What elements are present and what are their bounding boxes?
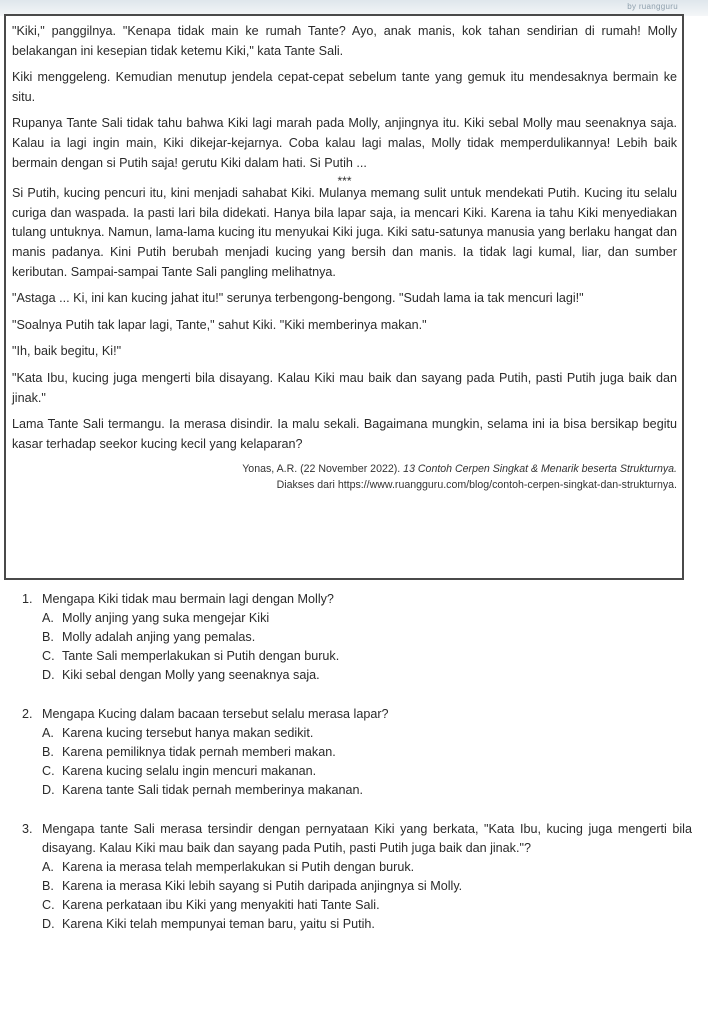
question-text: Mengapa tante Sali merasa tersindir dengan pernyataan Kiki yang berkata, "Kata Ibu, kucing juga mengerti bila disayang. Kalau Kiki mau baik dan sayang pada Putih, pasti Putih juga baik dan jinak."? xyxy=(42,822,692,855)
option-text: Kiki sebal dengan Molly yang seenaknya saja. xyxy=(62,668,320,682)
option-letter: D. xyxy=(42,783,55,797)
passage-paragraph: Lama Tante Sali termangu. Ia merasa disindir. Ia malu sekali. Bagaimana mungkin, selama ini ia bisa bersikap begitu kasar terhadap seekor kucing kecil yang kelaparan? xyxy=(12,417,677,451)
passage-paragraph: Rupanya Tante Sali tidak tahu bahwa Kiki lagi marah pada Molly, anjingnya itu. Kiki sebal Molly mau seenaknya saja. Kalau ia lagi ingin main, Kiki dikejar-kejarnya. Coba kalau lagi malas, Molly tidak memperdulikannya! Lebih baik bermain dengan si Putih saja! gerutu Kiki dalam hati. Si Putih ... xyxy=(12,116,677,170)
passage-paragraph: "Kata Ibu, kucing juga mengerti bila disayang. Kalau Kiki mau baik dan sayang pada Putih, pasti Putih juga baik dan jinak." xyxy=(12,370,677,405)
passage-paragraph: "Kiki," panggilnya. "Kenapa tidak main ke rumah Tante? Ayo, anak manis, kok tahan sendirian di rumah! Molly belakangan ini kesepian tidak ketemu Kiki," kata Tante Sali. xyxy=(12,24,677,58)
section-separator: *** xyxy=(337,174,352,189)
question-number: 3. xyxy=(22,822,33,836)
answer-option-a[interactable] xyxy=(42,858,692,877)
option-letter: A. xyxy=(42,726,54,740)
option-text: Karena ia merasa telah memperlakukan si Putih dengan buruk. xyxy=(62,860,415,874)
question-text: Mengapa Kiki tidak mau bermain lagi dengan Molly? xyxy=(42,592,334,606)
option-letter: C. xyxy=(42,764,55,778)
option-text: Tante Sali memperlakukan si Putih dengan buruk. xyxy=(62,649,340,663)
option-letter: A. xyxy=(42,611,54,625)
question-3 xyxy=(22,820,692,934)
option-letter: C. xyxy=(42,898,55,912)
citation-title: 13 Contoh Cerpen Singkat & Menarik beserta Strukturnya. xyxy=(403,463,677,476)
answer-options xyxy=(42,609,692,685)
answer-options xyxy=(42,724,692,800)
answer-option-d[interactable] xyxy=(42,781,692,800)
answer-option-a[interactable] xyxy=(42,724,692,743)
answer-option-d[interactable] xyxy=(42,915,692,934)
option-letter: A. xyxy=(42,860,54,874)
option-text: Karena Kiki telah mempunyai teman baru, yaitu si Putih. xyxy=(62,917,375,931)
option-letter: B. xyxy=(42,630,54,644)
passage-paragraph: "Ih, baik begitu, Ki!" xyxy=(12,344,122,359)
answer-option-a[interactable] xyxy=(42,609,692,628)
option-text: Karena perkataan ibu Kiki yang menyakiti hati Tante Sali. xyxy=(62,898,380,912)
answer-option-b[interactable] xyxy=(42,628,692,647)
question-stem xyxy=(22,590,692,609)
passage-paragraph: "Soalnya Putih tak lapar lagi, Tante," sahut Kiki. "Kiki memberinya makan." xyxy=(12,317,427,332)
passage-paragraph: "Astaga ... Ki, ini kan kucing jahat itu!" serunya terbengong-bengong. "Sudah lama ia tak mencuri lagi!" xyxy=(12,291,584,306)
option-text: Molly adalah anjing yang pemalas. xyxy=(62,630,256,644)
brand-logo-text: by ruangguru xyxy=(627,2,678,11)
option-letter: D. xyxy=(42,668,55,682)
option-letter: C. xyxy=(42,649,55,663)
citation-source-url: Diakses dari https://www.ruangguru.com/blog/contoh-cerpen-singkat-dan-strukturnya. xyxy=(276,479,677,492)
citation xyxy=(12,461,677,493)
question-stem xyxy=(22,705,692,724)
option-text: Karena ia merasa Kiki lebih sayang si Putih daripada anjingnya si Molly. xyxy=(62,879,463,893)
question-list xyxy=(22,590,692,954)
passage-paragraph: Si Putih, kucing pencuri itu, kini menjadi sahabat Kiki. Mulanya memang sulit untuk mendekati Putih. Kucing itu selalu curiga dan waspada. Ia pasti lari bila didekati. Hanya bila lapar saja, ia mencari Kiki. Karena ia tahu Kiki menyediakan tulang untuknya. Namun, lama-lama kucing itu menyukai Kiki juga. Kiki satu-satunya manusia yang berlaku hangat dan manis padanya. Kini Putih berubah menjadi kucing yang bersih dan manis. Ia tidak lagi kumal, liar, dan sumber keributan. Sampai-sampai Tante Sali pangling melihatnya. xyxy=(12,186,677,279)
answer-option-c[interactable] xyxy=(42,762,692,781)
option-letter: B. xyxy=(42,745,54,759)
citation-author-date: Yonas, A.R. (22 November 2022). xyxy=(242,463,404,476)
option-text: Karena kucing tersebut hanya makan sedikit. xyxy=(62,726,314,740)
answer-option-b[interactable] xyxy=(42,743,692,762)
option-letter: B. xyxy=(42,879,54,893)
option-letter: D. xyxy=(42,917,55,931)
citation-line-1 xyxy=(12,461,677,477)
answer-option-b[interactable] xyxy=(42,877,692,896)
question-number: 2. xyxy=(22,707,33,721)
answer-option-c[interactable] xyxy=(42,896,692,915)
question-number: 1. xyxy=(22,592,33,606)
answer-option-d[interactable] xyxy=(42,666,692,685)
option-text: Karena pemiliknya tidak pernah memberi makan. xyxy=(62,745,336,759)
question-stem xyxy=(22,820,692,858)
answer-options xyxy=(42,858,692,934)
question-2 xyxy=(22,705,692,800)
reading-passage-box xyxy=(4,14,684,580)
option-text: Molly anjing yang suka mengejar Kiki xyxy=(62,611,270,625)
passage-paragraph: Kiki menggeleng. Kemudian menutup jendela cepat-cepat sebelum tante yang gemuk itu mendesaknya bermain ke situ. xyxy=(12,70,677,104)
option-text: Karena kucing selalu ingin mencuri makanan. xyxy=(62,764,317,778)
answer-option-c[interactable] xyxy=(42,647,692,666)
question-1 xyxy=(22,590,692,685)
question-text: Mengapa Kucing dalam bacaan tersebut selalu merasa lapar? xyxy=(42,707,389,721)
option-text: Karena tante Sali tidak pernah memberinya makanan. xyxy=(62,783,364,797)
